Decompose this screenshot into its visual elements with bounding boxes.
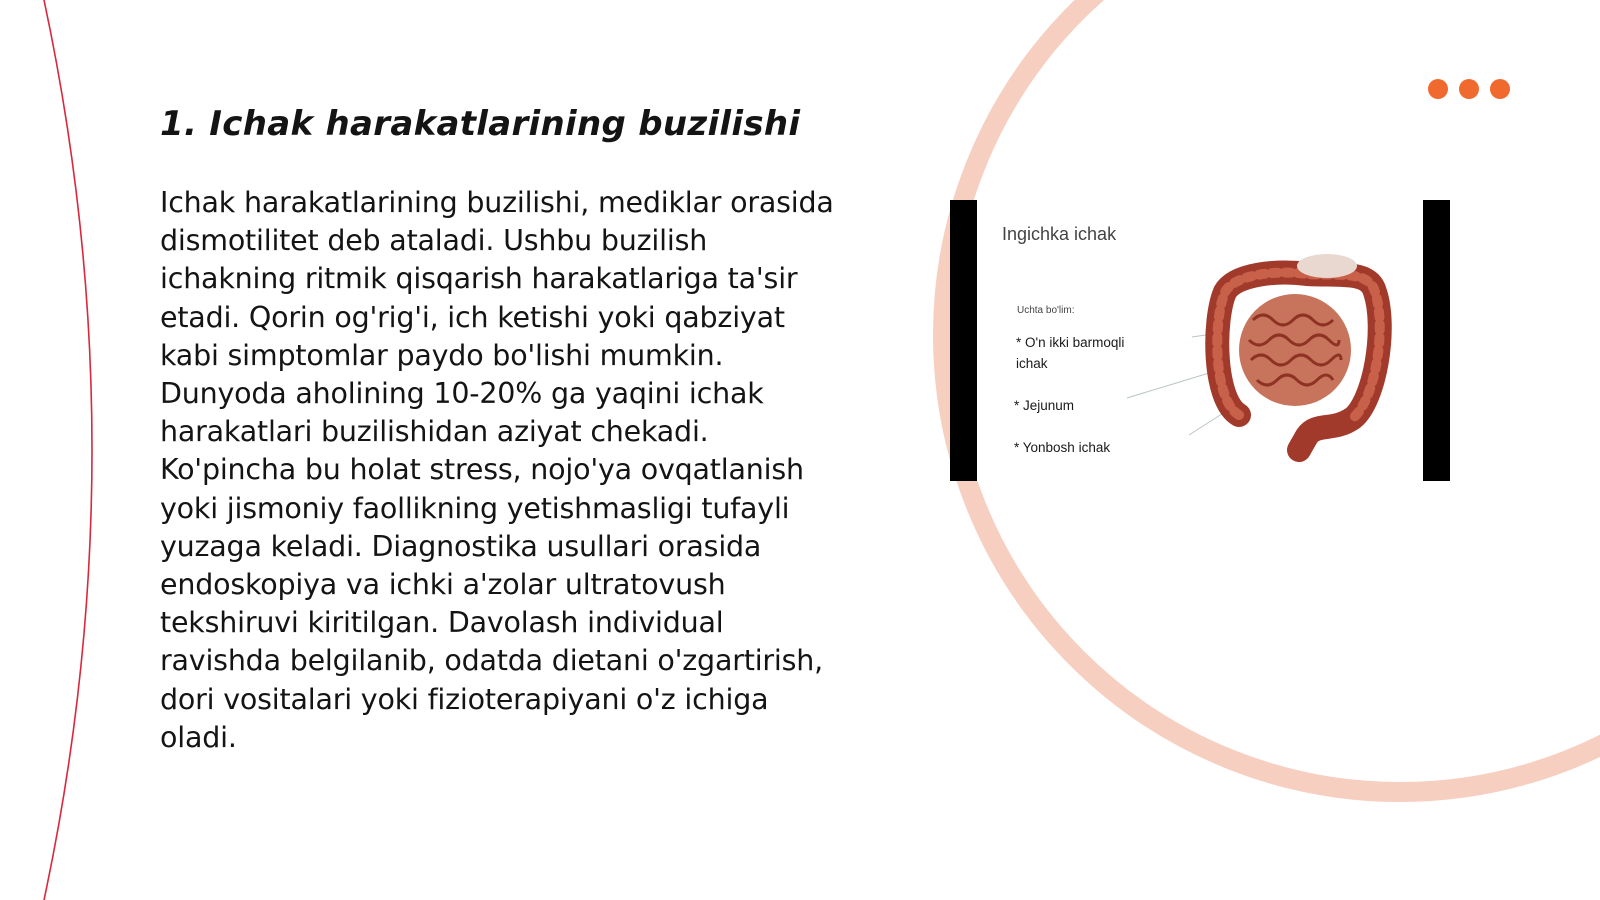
stomach-tip: [1297, 254, 1357, 278]
pointer-line: [1127, 370, 1219, 398]
dots-decoration: [1428, 79, 1510, 99]
intestine-image-content: [977, 200, 1423, 481]
slide-body-text: Ichak harakatlarining buzilishi, mediklar orasida dismotilitet deb ataladi. Ushbu buzilish ichakning ritmik qisqarish harakatlariga ta'sir etadi. Qorin og'rig'i, ich ketishi yoki qabziyat kabi simptomlar paydo bo'lishi mumkin. Dunyoda aholining 10-20% ga yaqini ichak harakatlari buzilishidan aziyat chekadi. Ko'pincha bu holat stress, nojo'ya ovqatlanish yoki jismoniy faollikning yetishmasligi tufayli yuzaga keladi. Diagnostika usullari orasida endoskopiya va ichki a'zolar ultratovush tekshiruvi kiritilgan. Davolash individual ravishda belgilanib, odatda dietani o'zgartirish, dori vositalari yoki fizioterapiyani o'z ichiga oladi.: [160, 186, 834, 754]
figure-label-duodenum: * O'n ikki barmoqli ichak: [1016, 335, 1125, 371]
left-curve-line: [44, 0, 92, 900]
pointer-line: [1189, 412, 1225, 435]
slide-title: 1. Ichak harakatlarining buzilishi: [160, 104, 801, 144]
intestine-image: [950, 200, 1450, 481]
dot-icon: [1490, 79, 1510, 99]
dot-icon: [1459, 79, 1479, 99]
figure-label-ileum: * Yonbosh ichak: [1014, 440, 1111, 455]
figure-label-jejunum: * Jejunum: [1014, 398, 1075, 413]
dot-icon: [1428, 79, 1448, 99]
small-intestine-mass: [1239, 294, 1351, 406]
figure-subtitle: Uchta bo'lim:: [1017, 305, 1075, 316]
figure-title: Ingichka ichak: [1002, 224, 1117, 244]
